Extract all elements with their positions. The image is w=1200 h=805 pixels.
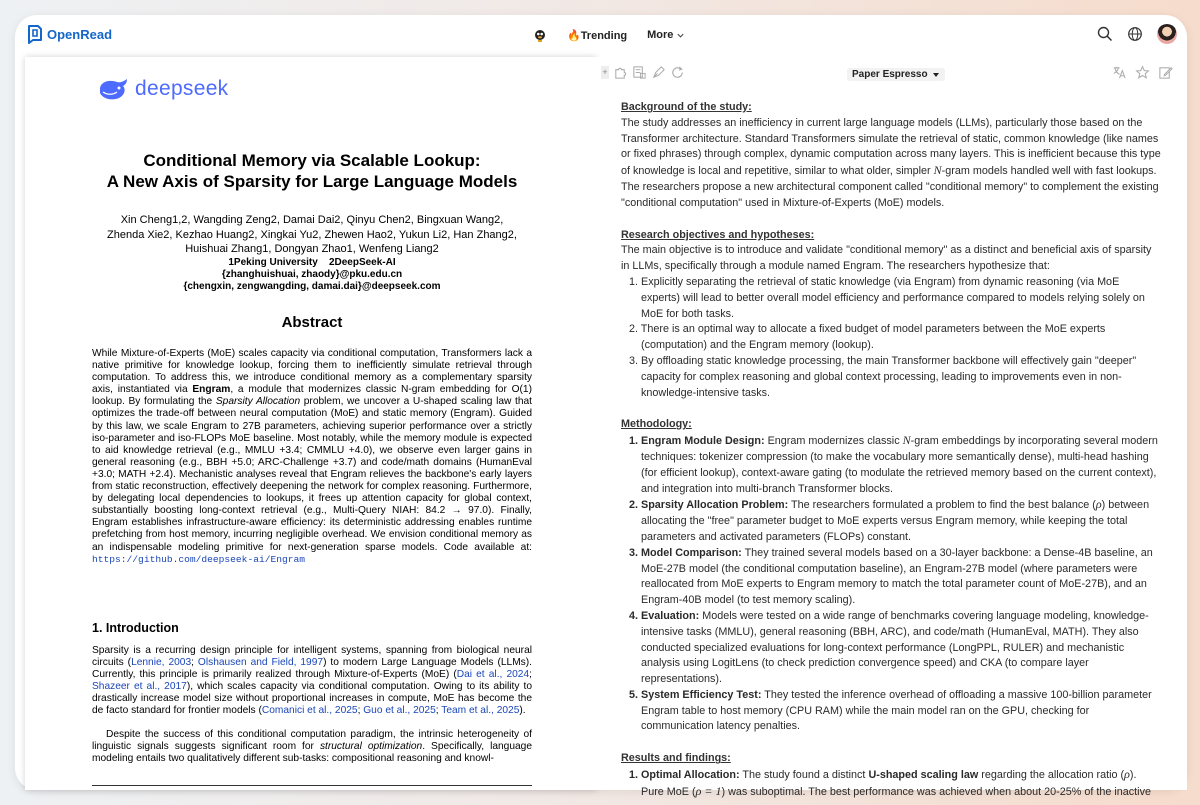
summary-segment: regarding the allocation ratio ( bbox=[978, 769, 1125, 782]
citation-link[interactable]: Guo et al., 2025 bbox=[363, 705, 436, 717]
deepseek-wordmark: deepseek bbox=[135, 77, 229, 100]
math-symbol: N bbox=[902, 433, 911, 448]
app-window bbox=[15, 15, 1187, 798]
puzzle-icon[interactable] bbox=[613, 65, 628, 80]
summary-segment: -gram models handled well with fast lookups. The researchers propose a new architectural component called "conditional memory" to complement the existing "conditional computation" used in Mixture-of-Experts (MoE) models. bbox=[621, 165, 1159, 209]
list-item bbox=[621, 609, 1161, 688]
nav-trending[interactable] bbox=[567, 29, 627, 42]
item-label: 5. System Efficiency Test: bbox=[629, 688, 762, 701]
item-label: 1. Engram Module Design: bbox=[629, 435, 765, 448]
edit-icon[interactable] bbox=[1158, 65, 1173, 80]
abstract-text bbox=[92, 348, 532, 566]
panel-toolbar bbox=[597, 57, 1187, 89]
summary-segment: The researchers formulated a problem to find the best balance ( bbox=[788, 499, 1096, 512]
item-label: 2. Sparsity Allocation Problem: bbox=[629, 499, 789, 512]
caret-down-icon bbox=[932, 71, 940, 79]
paper-title bbox=[92, 150, 532, 192]
list-item: 3. By offloading static knowledge processing, the main Transformer backbone will effectively gain "deeper" capacity for complex reasoning and global context processing, leading to improvements even in non-knowledge-intensive tasks. bbox=[629, 354, 1137, 399]
objectives-heading: Research objectives and hypotheses: bbox=[621, 228, 815, 241]
background-heading: Background of the study: bbox=[621, 101, 752, 113]
results-heading: Results and findings: bbox=[621, 752, 731, 765]
background-text bbox=[621, 116, 1161, 212]
citation-link[interactable]: Dai et al., 2024 bbox=[456, 669, 530, 681]
summary-segment: The study addresses an inefficiency in current large language models (LLMs), particularly those based on the Transformer architecture. Standard Transformers simulate the retrieval of static, common knowledge (like names or fixed phrases) through complex, dynamic computation across many layers. This is inefficient because this type of knowledge is local and repetitive, similar to what older, simpler bbox=[621, 116, 1161, 178]
deepseek-logo bbox=[97, 77, 228, 101]
item-label: 3. Model Comparison: bbox=[629, 546, 742, 559]
math-symbol: ρ = 1 bbox=[695, 783, 722, 798]
top-nav bbox=[533, 28, 705, 42]
list-item bbox=[621, 767, 1161, 801]
app-name: OpenRead bbox=[47, 26, 113, 42]
intro-paragraph-2 bbox=[92, 729, 532, 765]
list-item bbox=[621, 688, 1161, 735]
citation-link[interactable]: Team et al., 2025 bbox=[441, 705, 520, 717]
ai-summary-panel bbox=[597, 57, 1187, 798]
summary-segment: Models were tested on a wide range of benchmarks covering language modeling, knowledge-intensive tasks (MMLU), general reasoning (BBH, ARC), and code/math (HumanEval, MATH). They also conducted specialized evaluations for long-context performance (LongPPL, RULER) and mechanistic analysis using LogitLens (to check prediction convergence speed) and CKA (to compare layer representations). bbox=[641, 609, 1149, 686]
abstract-segment: problem, we uncover a U-shaped scaling law that optimizes the trade-off between neural computation (MoE) and static memory (Engram). Guided by this law, we scale Engram to 27B parameters, achieving superior performance over a strictly iso-parameter and iso-FLOPs MoE baseline. Most notably, while the memory module is expected to aid knowledge retrieval (e.g., MMLU +3.4; CMMLU +4.0), we observe even larger gains in general reasoning (e.g., BBH +5.0; ARC-Challenge +3.7) and code/math domains (HumanEval +3.0; MATH +2.4). Mechanistic analyses reveal that Engram relieves the backbone's early layers from static reconstruction, effectively deepening the network for complex reasoning. Furthermore, by delegating local dependencies to lookups, it frees up attention capacity for global context, substantially boosting long-context retrieval (e.g., Multi-Query NIAH: 84.2 → 97.0). Finally, Engram establishes infrastructure-aware efficiency: its deterministic addressing enables runtime prefetching from host memory, incurring negligible overhead. We envision conditional memory as an indispensable modeling primitive for next-generation sparse models. Code available at: bbox=[92, 396, 532, 553]
intro-heading: 1. Introduction bbox=[92, 621, 179, 635]
intro-segment: ; bbox=[435, 705, 442, 717]
list-item: 2. There is an optimal way to allocate a fixed budget of model parameters between the MoE experts (computation) and the Engram memory (lookup). bbox=[629, 323, 1106, 352]
list-item bbox=[621, 546, 1161, 609]
mascot-button[interactable] bbox=[533, 28, 547, 42]
citation-link[interactable]: Olshausen and Field, 1997 bbox=[197, 657, 324, 669]
nav-more-label: More bbox=[647, 29, 674, 41]
affiliation-line: 1Peking University 2DeepSeek-AI bbox=[228, 257, 396, 268]
abstract-segment: Sparsity Allocation bbox=[215, 396, 301, 408]
summary-segment: ) between allocating the "free" parameter budget to MoE experts versus Engram memory, while keeping the total parameters and activated parameters (FLOPs) constant. bbox=[641, 499, 1150, 543]
top-right-actions bbox=[1097, 24, 1177, 44]
intro-segment: ; bbox=[357, 705, 364, 717]
summary-segment: They tested the inference overhead of offloading a massive 100-billion parameter Engram table to host memory (CPU RAM) while the main model ran on the GPU, checking for communication latency penalties. bbox=[641, 688, 1152, 733]
citation-link[interactable]: Shazeer et al., 2017 bbox=[92, 681, 187, 693]
translate-icon[interactable] bbox=[1112, 65, 1127, 80]
math-symbol: ρ bbox=[1095, 497, 1102, 512]
paper-title-line-1: Conditional Memory via Scalable Lookup: bbox=[143, 151, 481, 170]
intro-segment: . Specifically, language modeling entails two qualitatively different sub-tasks: compositional reasoning and knowl- bbox=[92, 741, 532, 765]
citation-link[interactable]: Comanici et al., 2025 bbox=[261, 705, 358, 717]
footnote-divider bbox=[92, 785, 532, 786]
intro-segment: Sparsity is a recurring design principle for intelligent systems, spanning from biological neural circuits ( bbox=[92, 645, 532, 669]
objectives-list bbox=[621, 275, 1161, 401]
summary-segment: ) was suboptimal. The best performance was achieved when about 20-25% of the inactive bbox=[721, 785, 1151, 798]
summary-content bbox=[621, 100, 1161, 798]
summary-mode-label: Paper Espresso bbox=[852, 69, 928, 80]
list-item bbox=[621, 433, 1161, 497]
intro-paragraph-1 bbox=[92, 645, 532, 718]
summary-segment: U-shaped scaling law bbox=[868, 769, 979, 782]
panel-tool-icons bbox=[601, 65, 685, 80]
intro-segment: ; bbox=[529, 669, 532, 681]
summary-segment: ). Pure MoE ( bbox=[641, 769, 1137, 798]
math-symbol: ρ bbox=[1124, 767, 1130, 782]
search-icon[interactable] bbox=[1097, 26, 1113, 42]
item-label: 4. Evaluation: bbox=[629, 609, 700, 622]
abstract-segment: Engram bbox=[192, 384, 231, 396]
nav-trending-label: 🔥Trending bbox=[567, 29, 628, 42]
globe-icon[interactable] bbox=[1127, 26, 1143, 42]
top-bar bbox=[15, 15, 1187, 57]
refresh-icon[interactable] bbox=[670, 65, 685, 80]
star-icon[interactable] bbox=[1135, 65, 1150, 80]
objectives-intro: The main objective is to introduce and validate "conditional memory" as a distinct and beneficial axis of sparsity in LLMs, specifically through a module named Engram. The researchers hypothesize that: bbox=[621, 244, 1152, 273]
intro-segment: ). bbox=[519, 705, 526, 717]
summary-segment: The study found a distinct bbox=[739, 769, 869, 782]
abstract-heading: Abstract bbox=[281, 314, 343, 331]
intro-segment: ; bbox=[191, 657, 198, 669]
email-line: {chengxin, zengwangding, damai.dai}@deepseek.com bbox=[183, 281, 441, 292]
methodology-list bbox=[621, 433, 1161, 735]
nav-more[interactable] bbox=[647, 29, 685, 41]
authors-line: Xin Cheng1,2, Wangding Zeng2, Damai Dai2, Qinyu Chen2, Bingxuan Wang2, bbox=[120, 214, 504, 226]
item-label: 1. Optimal Allocation: bbox=[629, 769, 740, 782]
email-line: {zhanghuishuai, zhaody}@pku.edu.cn bbox=[221, 269, 403, 280]
summary-segment: Engram modernizes classic bbox=[764, 435, 903, 448]
summary-mode-dropdown[interactable] bbox=[847, 68, 945, 81]
methodology-heading: Methodology: bbox=[621, 418, 692, 431]
paper-authors bbox=[92, 213, 532, 257]
pdf-viewer[interactable] bbox=[25, 57, 597, 790]
mascot-icon bbox=[533, 28, 547, 42]
citation-link[interactable]: Lennie, 2003 bbox=[131, 657, 192, 669]
intro-segment: Despite the success of this conditional computation paradigm, the intrinsic heterogeneity of linguistic signals suggests significant room for bbox=[92, 729, 532, 753]
abstract-segment: While Mixture-of-Experts (MoE) scales capacity via conditional computation, Transformers lack a native primitive for knowledge lookup, forcing them to inefficiently simulate retrieval through computation. To address this, we introduce conditional memory as a complementary sparsity axis, instantiated via bbox=[92, 348, 532, 396]
paper-title-line-2: A New Axis of Sparsity for Large Language Models bbox=[106, 172, 518, 191]
avatar[interactable] bbox=[1157, 24, 1177, 44]
pen-icon[interactable] bbox=[651, 65, 666, 80]
authors-line: Huishuai Zhang1, Dongyan Zhao1, Wenfeng Liang2 bbox=[185, 243, 439, 255]
authors-line: Zhenda Xie2, Kezhao Huang2, Xingkai Yu2, Zhewen Hao2, Yukun Li2, Han Zhang2, bbox=[107, 228, 517, 241]
openread-logo[interactable] bbox=[27, 24, 112, 44]
code-link[interactable]: https://github.com/deepseek-ai/Engram bbox=[92, 553, 306, 565]
results-list bbox=[621, 767, 1161, 801]
intro-segment: ), which scales capacity via conditional computation. Owing to its ability to drastically increase model size without proportional increases in compute, MoE has become the de facto standard for frontier models ( bbox=[92, 681, 532, 717]
paper-affiliations bbox=[92, 257, 532, 293]
math-symbol: N bbox=[933, 163, 942, 178]
list-item: 1. Explicitly separating the retrieval of static knowledge (via Engram) from dynamic reasoning (via MoE experts) will lead to better overall model efficiency and performance compared to models relying solely on MoE for both tasks. bbox=[629, 275, 1145, 320]
summary-segment: They trained several models based on a 30-layer backbone: a Dense-4B baseline, an MoE-27B model (the conditional computation baseline), an Engram-27B model (where parameters were reallocated from MoE experts to Engram memory to match the total parameter count of MoE-27B), and an Engram-40B model (to test memory scaling). bbox=[641, 546, 1153, 607]
translate-doc-icon[interactable] bbox=[632, 65, 647, 80]
intro-segment: structural optimization bbox=[319, 741, 423, 753]
list-item bbox=[621, 497, 1161, 545]
whale-icon bbox=[97, 77, 131, 101]
intro-segment: ) to modern Large Language Models (LLMs). Currently, this principle is primarily realized through Mixture-of-Experts (MoE) ( bbox=[92, 657, 532, 681]
summary-segment: -gram embeddings by incorporating several modern techniques: tokenizer compression (to make the vocabulary more semantically dense), multi-head hashing (for efficient lookup), context-aware gating (to modulate the retrieved memory based on the current context), and integration into multi-branch Transformer blocks. bbox=[641, 435, 1158, 495]
abstract-segment: , a module that modernizes classic N-gram embedding for O(1) lookup. By formulating the bbox=[92, 384, 532, 408]
expand-handle[interactable]: + bbox=[602, 67, 608, 77]
panel-actions bbox=[1112, 65, 1173, 80]
chevron-down-icon bbox=[676, 31, 685, 40]
openread-logo-icon bbox=[27, 24, 43, 44]
